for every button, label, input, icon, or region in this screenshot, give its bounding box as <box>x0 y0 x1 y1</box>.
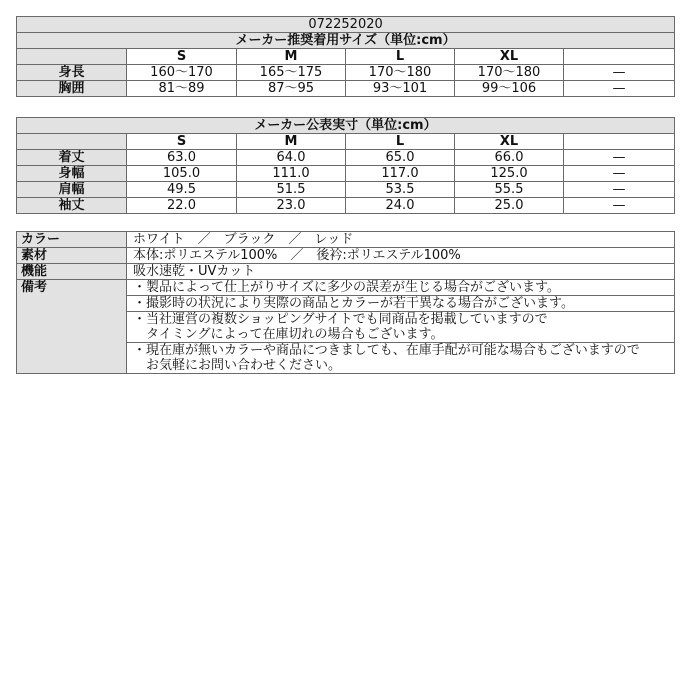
color-value: ホワイト ／ ブラック ／ レッド <box>127 232 675 248</box>
function-value: 吸水速乾・UVカット <box>127 264 675 280</box>
table-cell: 22.0 <box>127 198 237 214</box>
recommended-size-table <box>16 16 675 97</box>
table-cell: — <box>564 198 675 214</box>
table-cell: — <box>564 150 675 166</box>
material-value: 本体:ポリエステル100% ／ 後衿:ポリエステル100% <box>127 248 675 264</box>
row-label: 肩幅 <box>17 182 127 198</box>
size-header: L <box>346 134 455 150</box>
table-row <box>17 150 675 166</box>
row-label: 着丈 <box>17 150 127 166</box>
table-row <box>17 182 675 198</box>
table-cell: 66.0 <box>455 150 564 166</box>
info-row-note <box>17 280 675 296</box>
table-cell: — <box>564 166 675 182</box>
note-item <box>127 296 675 312</box>
official-measurement-table <box>16 117 675 214</box>
size-header: S <box>127 134 237 150</box>
table-cell: 24.0 <box>346 198 455 214</box>
row-label: 袖丈 <box>17 198 127 214</box>
row-label: 身幅 <box>17 166 127 182</box>
table-row <box>17 81 675 97</box>
row-label: 胸囲 <box>17 81 127 97</box>
header-blank <box>17 134 127 150</box>
size-header: M <box>237 134 346 150</box>
size-header: S <box>127 49 237 65</box>
size-header: XL <box>455 134 564 150</box>
note-line: お気軽にお問い合わせください。 <box>133 358 342 373</box>
table-cell: 170〜180 <box>346 65 455 81</box>
size-header: XL <box>455 49 564 65</box>
notes-label: 備考 <box>17 280 127 374</box>
table-cell: 99〜106 <box>455 81 564 97</box>
table-cell: 105.0 <box>127 166 237 182</box>
info-row-function <box>17 264 675 280</box>
table-cell: 23.0 <box>237 198 346 214</box>
note-item <box>127 343 675 374</box>
table-cell: — <box>564 65 675 81</box>
table-cell: 165〜175 <box>237 65 346 81</box>
table-cell: 51.5 <box>237 182 346 198</box>
size-header <box>564 134 675 150</box>
table-cell: 63.0 <box>127 150 237 166</box>
table-row <box>17 65 675 81</box>
table-cell: 81〜89 <box>127 81 237 97</box>
table-cell: 117.0 <box>346 166 455 182</box>
header-blank <box>17 49 127 65</box>
table-row <box>17 198 675 214</box>
official-table-title: メーカー公表実寸（単位:cm） <box>17 118 675 134</box>
product-code: 072252020 <box>17 17 675 33</box>
size-header <box>564 49 675 65</box>
info-row-material <box>17 248 675 264</box>
size-header: L <box>346 49 455 65</box>
size-header: M <box>237 49 346 65</box>
table-cell: 93〜101 <box>346 81 455 97</box>
table-cell: — <box>564 182 675 198</box>
info-row-color <box>17 232 675 248</box>
table-cell: 170〜180 <box>455 65 564 81</box>
note-item <box>127 312 675 343</box>
note-line: ・撮影時の状況により実際の商品とカラーが若干異なる場合がございます。 <box>133 296 574 311</box>
table-cell: 49.5 <box>127 182 237 198</box>
material-label: 素材 <box>17 248 127 264</box>
recommended-table-title: メーカー推奨着用サイズ（単位:cm） <box>17 33 675 49</box>
note-line: ・当社運営の複数ショッピングサイトでも同商品を掲載していますので <box>133 312 548 327</box>
table-cell: — <box>564 81 675 97</box>
table-cell: 125.0 <box>455 166 564 182</box>
note-line: ・製品によって仕上がりサイズに多少の誤差が生じる場合がございます。 <box>133 280 560 295</box>
table-cell: 160〜170 <box>127 65 237 81</box>
table-cell: 25.0 <box>455 198 564 214</box>
color-label: カラー <box>17 232 127 248</box>
product-info-table <box>16 231 675 374</box>
table-cell: 65.0 <box>346 150 455 166</box>
note-line: ・現在庫が無いカラーや商品につきましても、在庫手配が可能な場合もございますので <box>133 343 640 358</box>
table-cell: 111.0 <box>237 166 346 182</box>
note-item <box>127 280 675 296</box>
table-cell: 55.5 <box>455 182 564 198</box>
note-line: タイミングによって在庫切れの場合もございます。 <box>133 327 444 342</box>
table-row <box>17 166 675 182</box>
table-cell: 64.0 <box>237 150 346 166</box>
row-label: 身長 <box>17 65 127 81</box>
table-cell: 87〜95 <box>237 81 346 97</box>
table-cell: 53.5 <box>346 182 455 198</box>
function-label: 機能 <box>17 264 127 280</box>
